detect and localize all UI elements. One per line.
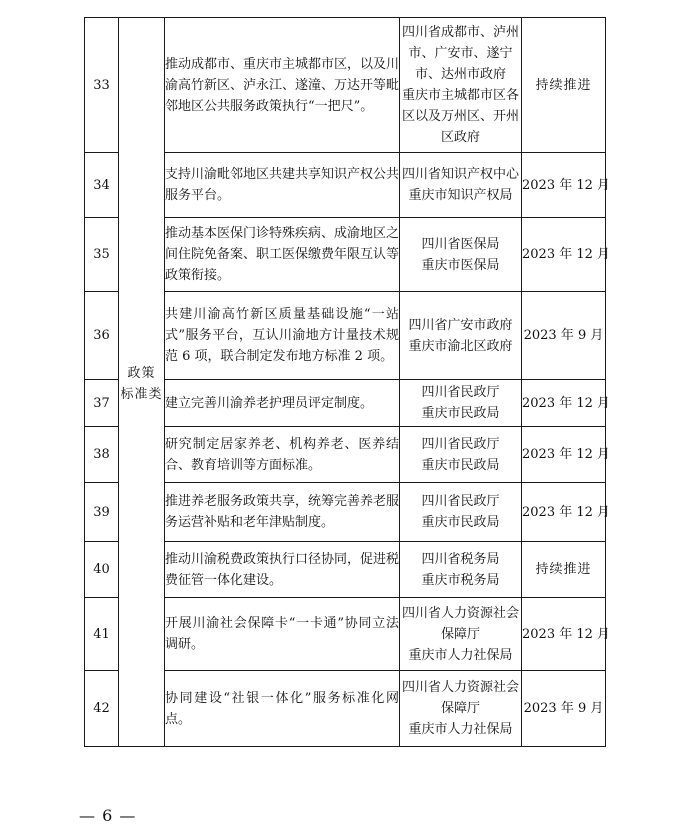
page-number: — 6 — <box>79 806 137 825</box>
department-line: 重庆市税务局 <box>421 572 500 588</box>
department-line: 重庆市人力社保局 <box>408 722 513 737</box>
responsible-departments <box>400 483 522 542</box>
deadline: 持续推进 <box>522 542 606 598</box>
department-line: 四川省人力资源社会保障厅 <box>401 680 519 716</box>
task-description: 共建川渝高竹新区质量基础设施“一站式”服务平台，互认川渝地方计量技术规范 6 项，联合制定发布地方标准 2 项。 <box>165 292 400 380</box>
category-line: 政策 <box>127 366 156 381</box>
department-line: 四川省广安市政府 <box>408 317 513 333</box>
responsible-departments <box>400 542 522 598</box>
responsible-departments <box>400 153 522 218</box>
deadline: 2023 年 12 月 <box>522 380 606 427</box>
responsible-departments <box>400 380 522 427</box>
task-description: 研究制定居家养老、机构养老、医养结合、教育培训等方面标准。 <box>165 427 400 483</box>
row-number: 34 <box>85 153 119 218</box>
responsible-departments <box>400 218 522 292</box>
deadline: 2023 年 12 月 <box>522 153 606 218</box>
row-number: 33 <box>85 18 119 153</box>
deadline: 持续推进 <box>522 18 606 153</box>
department-line: 重庆市医保局 <box>421 257 500 273</box>
row-number: 37 <box>85 380 119 427</box>
deadline: 2023 年 9 月 <box>522 671 606 747</box>
task-description: 建立完善川渝养老护理员评定制度。 <box>165 380 400 427</box>
deadline: 2023 年 12 月 <box>522 598 606 671</box>
row-number: 41 <box>85 598 119 671</box>
department-line: 四川省人力资源社会保障厅 <box>401 605 519 642</box>
department-line: 四川省民政厅 <box>421 494 500 509</box>
row-number: 36 <box>85 292 119 380</box>
row-number: 35 <box>85 218 119 292</box>
deadline: 2023 年 12 月 <box>522 427 606 483</box>
task-table <box>84 17 611 747</box>
task-description: 支持川渝毗邻地区共建共享知识产权公共服务平台。 <box>165 153 400 218</box>
department-line: 四川省知识产权中心 <box>401 167 519 182</box>
task-description: 推动成都市、重庆市主城都市区，以及川渝高竹新区、泸永江、遂潼、万达开等毗邻地区公共服务政策执行“一把尺”。 <box>165 18 400 153</box>
department-line: 重庆市民政局 <box>421 515 500 530</box>
deadline: 2023 年 12 月 <box>522 218 606 292</box>
department-line: 重庆市知识产权局 <box>408 188 513 203</box>
task-description: 开展川渝社会保障卡“一卡通”协同立法调研。 <box>165 598 400 671</box>
responsible-departments <box>400 598 522 671</box>
row-number: 38 <box>85 427 119 483</box>
responsible-departments <box>400 427 522 483</box>
task-description: 协同建设“社银一体化”服务标准化网点。 <box>165 671 400 747</box>
category-cell <box>119 18 165 747</box>
department-line: 重庆市渝北区政府 <box>408 338 513 354</box>
department-line: 四川省税务局 <box>421 551 500 567</box>
task-description: 推动基本医保门诊特殊疾病、成渝地区之间住院免备案、职工医保缴费年限互认等政策衔接。 <box>165 218 400 292</box>
row-number: 39 <box>85 483 119 542</box>
responsible-departments <box>400 671 522 747</box>
task-description: 推动川渝税费政策执行口径协同，促进税费征管一体化建设。 <box>165 542 400 598</box>
department-line: 重庆市民政局 <box>421 457 500 473</box>
department-line: 四川省民政厅 <box>421 385 500 400</box>
row-number: 42 <box>85 671 119 747</box>
task-description: 推进养老服务政策共享，统筹完善养老服务运营补贴和老年津贴制度。 <box>165 483 400 542</box>
responsible-departments <box>400 292 522 380</box>
table-row-33 <box>85 18 606 153</box>
responsible-departments <box>400 18 522 153</box>
deadline: 2023 年 9 月 <box>522 292 606 380</box>
category-line: 标准类 <box>120 387 163 402</box>
department-line: 四川省成都市、泸州市、广安市、遂宁市、达州市政府 <box>401 25 519 82</box>
department-line: 四川省医保局 <box>421 236 500 252</box>
deadline: 2023 年 12 月 <box>522 483 606 542</box>
department-line: 四川省民政厅 <box>421 436 500 452</box>
department-line: 重庆市人力社保局 <box>408 647 513 663</box>
department-line: 重庆市民政局 <box>421 406 500 421</box>
department-line: 重庆市主城都市区各区以及万州区、开州区政府 <box>401 88 519 145</box>
row-number: 40 <box>85 542 119 598</box>
